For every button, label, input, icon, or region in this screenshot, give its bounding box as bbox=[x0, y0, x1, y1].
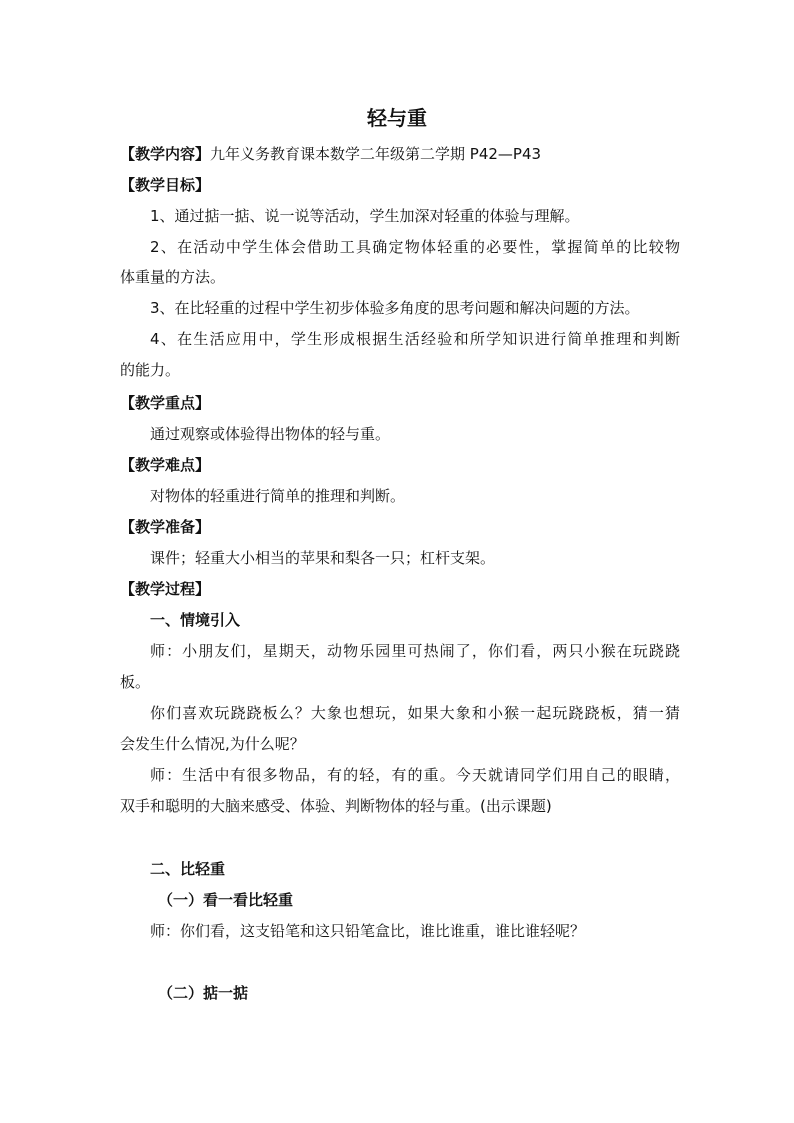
paragraph-2-line-2: 会发生什么情况,为什么呢？ bbox=[120, 735, 305, 753]
paragraph-2-line-1: 你们喜欢玩跷跷板么？大象也想玩，如果大象和小猴一起玩跷跷板，猜一猜 bbox=[150, 704, 680, 722]
teaching-content-heading: 【教学内容】 bbox=[120, 145, 211, 163]
teaching-content-row bbox=[120, 143, 680, 165]
preparation-text: 课件；轻重大小相当的苹果和梨各一只；杠杆支架。 bbox=[150, 549, 496, 567]
subsection-2-heading: （二）掂一掂 bbox=[158, 984, 249, 1002]
key-points-text: 通过观察或体验得出物体的轻与重。 bbox=[150, 425, 391, 443]
difficulties-heading: 【教学难点】 bbox=[120, 456, 211, 474]
objective-2-line-1: 2、在活动中学生体会借助工具确定物体轻重的必要性，掌握简单的比较物 bbox=[150, 238, 680, 256]
page-title: 轻与重 bbox=[367, 106, 427, 130]
key-points-heading: 【教学重点】 bbox=[120, 394, 211, 412]
teaching-objectives-heading: 【教学目标】 bbox=[120, 176, 211, 194]
paragraph-1-line-1: 师：小朋友们，星期天，动物乐园里可热闹了，你们看，两只小猴在玩跷跷 bbox=[150, 642, 680, 660]
preparation-heading: 【教学准备】 bbox=[120, 518, 211, 536]
section-1-heading: 一、情境引入 bbox=[150, 611, 241, 629]
objective-3: 3、在比轻重的过程中学生初步体验多角度的思考问题和解决问题的方法。 bbox=[150, 299, 640, 317]
objective-2-line-2: 体重量的方法。 bbox=[120, 268, 226, 286]
objective-1: 1、通过掂一掂、说一说等活动，学生加深对轻重的体验与理解。 bbox=[150, 207, 580, 225]
paragraph-3-line-2: 双手和聪明的大脑来感受、体验、判断物体的轻与重。(出示课题) bbox=[120, 797, 552, 815]
teaching-content-text: 九年义务教育课本数学二年级第二学期 P42—P43 bbox=[210, 145, 542, 163]
difficulties-text: 对物体的轻重进行简单的推理和判断。 bbox=[150, 487, 406, 505]
section-2-heading: 二、比轻重 bbox=[150, 860, 226, 878]
process-heading: 【教学过程】 bbox=[120, 580, 211, 598]
objective-4-line-2: 的能力。 bbox=[120, 361, 181, 379]
objective-4-line-1: 4、在生活应用中，学生形成根据生活经验和所学知识进行简单推理和判断 bbox=[150, 330, 680, 348]
subsection-1-heading: （一）看一看比轻重 bbox=[158, 891, 294, 909]
paragraph-4: 师：你们看，这支铅笔和这只铅笔盒比，谁比谁重，谁比谁轻呢？ bbox=[150, 922, 586, 940]
paragraph-1-line-2: 板。 bbox=[120, 673, 151, 691]
paragraph-3-line-1: 师：生活中有很多物品，有的轻，有的重。今天就请同学们用自己的眼睛， bbox=[150, 766, 680, 784]
